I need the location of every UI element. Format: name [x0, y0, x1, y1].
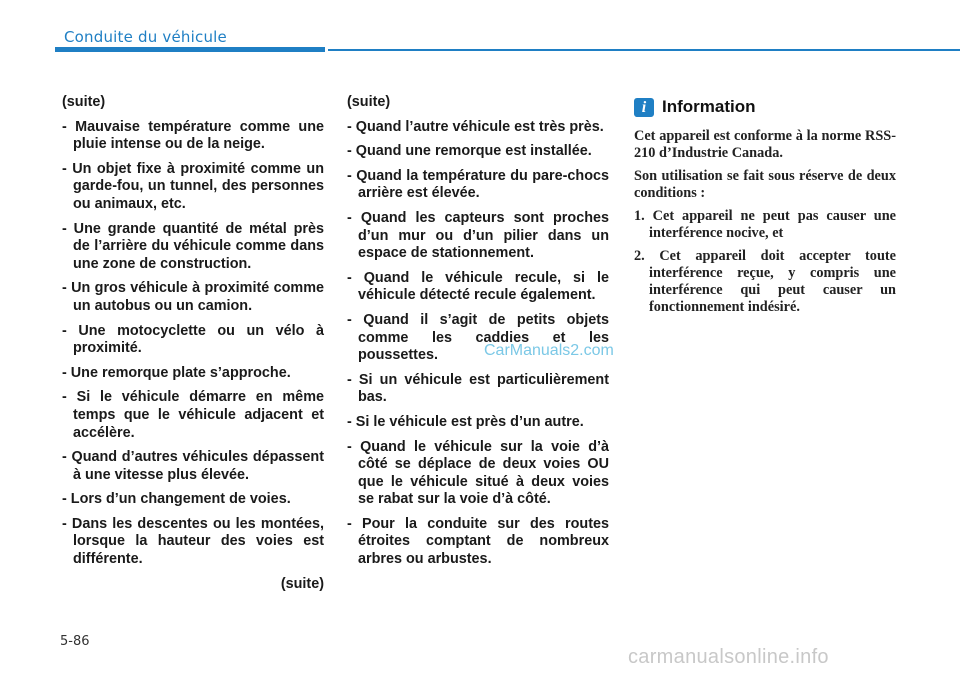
list-item: - Dans les descentes ou les montées, lorsque la hauteur des voies est différente. [62, 515, 324, 568]
list-item: - Si le véhicule est près d’un autre. [347, 413, 584, 430]
list-item: - Quand les capteurs sont proches d’un mur ou d’un pilier dans un espace de stationnement. [347, 209, 609, 262]
info-paragraph: Son utilisation se fait sous réserve de deux conditions : [634, 168, 896, 201]
list-item: - Quand d’autres véhicules dépassent à une vitesse plus élevée. [62, 449, 324, 483]
list-item: - Si le véhicule démarre en même temps que le véhicule adjacent et accélère. [62, 389, 324, 441]
list-item: - Une remorque plate s’approche. [62, 364, 291, 381]
list-item: - Quand l’autre véhicule est très près. [347, 118, 604, 135]
list-item: - Si un véhicule est particulièrement bas. [347, 371, 609, 406]
info-list-item: 2. Cet appareil doit accepter toute interférence reçue, y compris une interférence qui peut causer un fonctionnement indésiré. [634, 248, 896, 315]
info-list-item: 1. Cet appareil ne peut pas causer une interférence nocive, et [634, 208, 896, 241]
list-item: - Un gros véhicule à proximité comme un autobus ou un camion. [62, 280, 324, 314]
list-item: - Quand le véhicule sur la voie d’à côté se déplace de deux voies OU que le véhicule situé à deux voies se rabat sur la voie d’à côté. [347, 438, 609, 508]
list-item: - Lors d’un changement de voies. [62, 491, 291, 508]
footer-logo: carmanualsonline.info [628, 646, 829, 668]
list-item: - Quand une remorque est installée. [347, 143, 592, 160]
info-icon: i [634, 98, 654, 117]
suite-label-top: (suite) [347, 94, 391, 110]
page-number: 5-86 [60, 634, 90, 649]
middle-column [347, 94, 609, 576]
left-column [62, 94, 324, 600]
watermark-text: CarManuals2.com [484, 342, 614, 359]
list-item: - Quand la température du pare-chocs arrière est élevée. [347, 167, 609, 202]
list-item: - Quand il s’agit de petits objets comme les caddies et les poussettes. [347, 311, 609, 364]
list-item: - Mauvaise température comme une pluie intense ou de la neige. [62, 118, 324, 153]
list-item: - Un objet fixe à proximité comme un garde-fou, un tunnel, des personnes ou animaux, etc. [62, 160, 324, 212]
header-rule-thin [328, 49, 960, 51]
list-item: - Pour la conduite sur des routes étroites comptant de nombreux arbres ou arbustes. [347, 515, 609, 568]
information-box [634, 96, 896, 322]
section-title: Conduite du véhicule [64, 28, 227, 46]
information-header [634, 96, 896, 120]
list-item: - Une motocyclette ou un vélo à proximité. [62, 322, 324, 357]
info-paragraph: Cet appareil est conforme à la norme RSS-210 d’Industrie Canada. [634, 128, 896, 161]
suite-label-bottom: (suite) [280, 575, 324, 592]
header-rule-thick [55, 47, 325, 52]
list-item: - Quand le véhicule recule, si le véhicule détecté recule également. [347, 269, 609, 304]
list-item: - Une grande quantité de métal près de l’arrière du véhicule comme dans une zone de construction. [62, 220, 324, 272]
suite-label-top: (suite) [62, 94, 106, 110]
information-title: Information [662, 97, 756, 116]
